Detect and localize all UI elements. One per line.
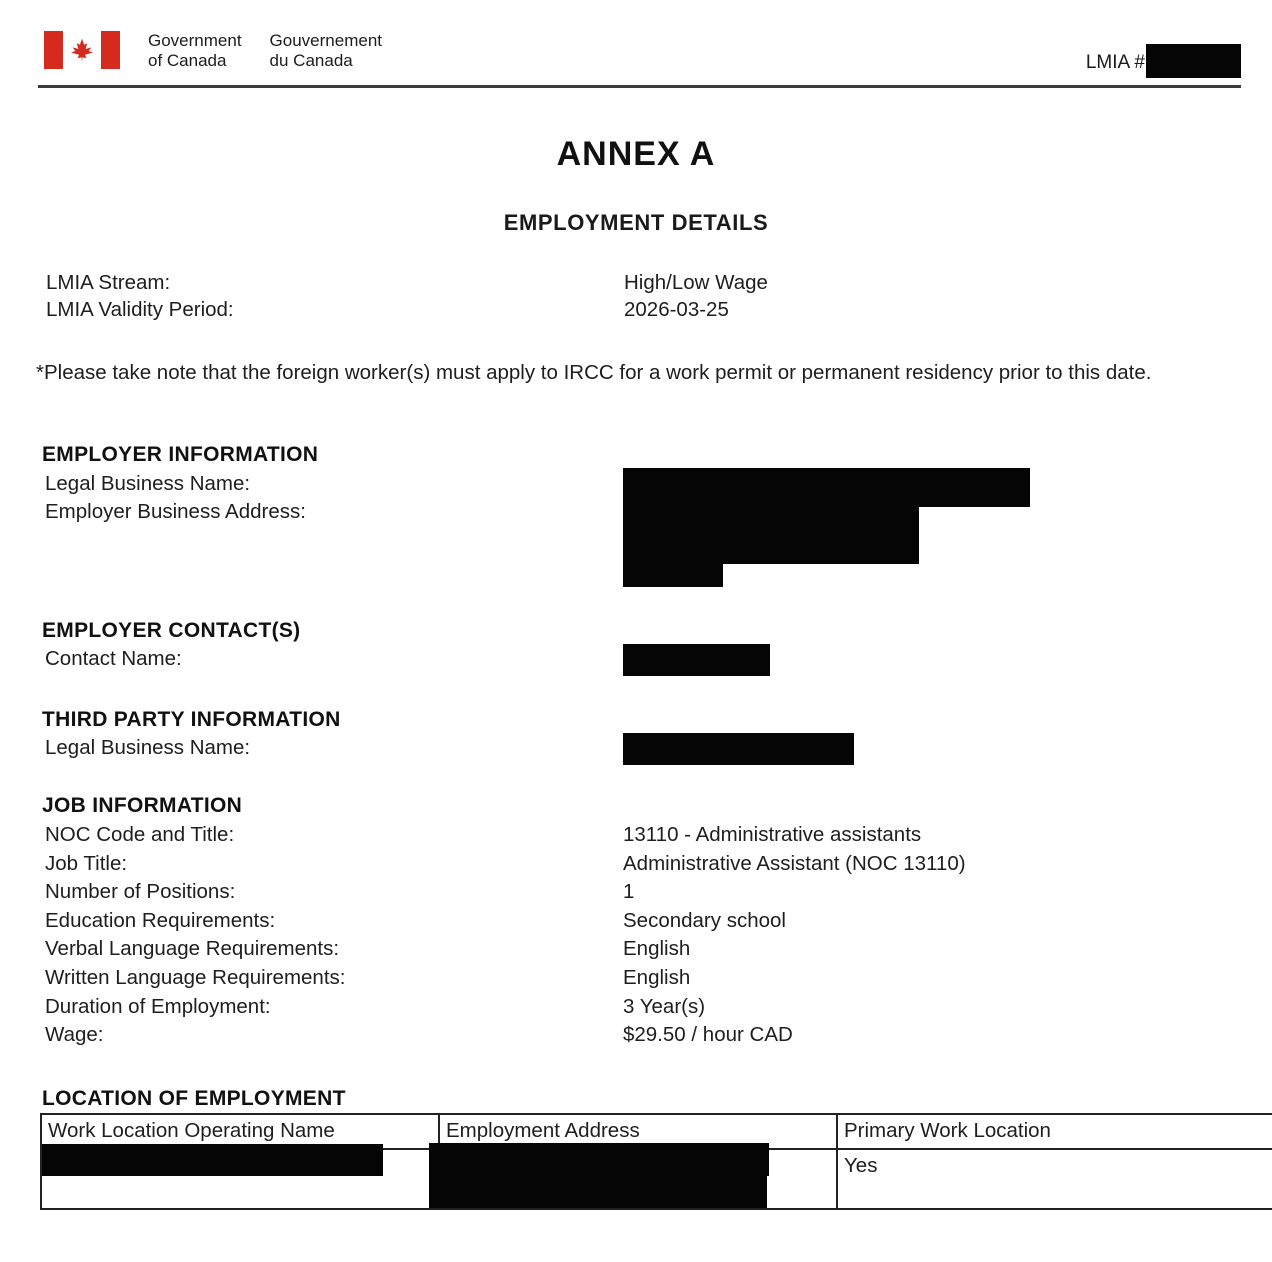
cell-primary-work-location: Yes xyxy=(837,1149,1272,1209)
irc-application-note: *Please take note that the foreign worker(s) must apply to IRCC for a work permit or permanent residency prior to this date. xyxy=(36,361,1152,384)
job-information-label: Verbal Language Requirements: xyxy=(45,937,340,961)
header-divider xyxy=(38,85,1241,88)
third-party-legal-business-name-row xyxy=(45,734,625,761)
job-information-row xyxy=(45,993,966,1022)
employer-business-address-redaction-line3 xyxy=(623,556,723,587)
third-party-legal-business-name-redaction xyxy=(623,733,854,765)
job-information-row xyxy=(45,964,966,993)
wordmark-english xyxy=(148,31,242,71)
job-information-label: Duration of Employment: xyxy=(45,994,271,1018)
page-title: ANNEX A xyxy=(556,135,716,173)
lmia-stream-label: LMIA Stream: xyxy=(46,271,171,294)
employer-business-address-row xyxy=(45,498,625,525)
cell-employment-address xyxy=(439,1149,837,1209)
lmia-number-redaction xyxy=(1146,44,1241,78)
job-information-value: $29.50 / hour CAD xyxy=(623,1023,793,1047)
lmia-number-label: LMIA # xyxy=(1085,51,1145,73)
location-table-header-employment-address: Employment Address xyxy=(439,1114,837,1149)
job-information-value: English xyxy=(623,937,691,961)
flag-band-left xyxy=(44,31,63,69)
contact-name-label: Contact Name: xyxy=(45,647,182,670)
job-information-label: Number of Positions: xyxy=(45,880,236,904)
job-information-label: Job Title: xyxy=(45,851,128,875)
cell-work-location-operating-name xyxy=(41,1149,439,1209)
job-information-rows xyxy=(45,821,966,1050)
job-information-value: Secondary school xyxy=(623,908,786,932)
employer-legal-business-name-label: Legal Business Name: xyxy=(45,472,251,495)
wordmark-en-line2: of Canada xyxy=(148,51,227,70)
location-table-body xyxy=(41,1114,1272,1209)
employer-legal-business-name-row xyxy=(45,470,625,497)
job-information-row xyxy=(45,1021,966,1050)
job-information-value: 1 xyxy=(623,880,635,904)
canadian-flag-icon xyxy=(44,31,120,69)
location-of-employment-heading: LOCATION OF EMPLOYMENT xyxy=(42,1087,346,1110)
page-header xyxy=(0,0,1272,92)
page-subtitle: EMPLOYMENT DETAILS xyxy=(503,210,769,235)
lmia-validity-period-row xyxy=(46,296,729,323)
job-information-value: English xyxy=(623,965,691,989)
job-information-heading: JOB INFORMATION xyxy=(42,794,243,817)
employer-information-redaction-group xyxy=(623,468,1043,588)
flag-band-right xyxy=(101,31,120,69)
job-information-label: Education Requirements: xyxy=(45,908,276,932)
third-party-legal-business-name-label: Legal Business Name: xyxy=(45,736,251,759)
contact-name-row xyxy=(45,645,625,672)
job-information-row xyxy=(45,907,966,936)
job-information-value: Administrative Assistant (NOC 13110) xyxy=(623,851,966,875)
job-information-label: NOC Code and Title: xyxy=(45,823,235,846)
job-information-row xyxy=(45,935,966,964)
employer-business-address-label: Employer Business Address: xyxy=(45,500,306,523)
job-information-row xyxy=(45,850,966,879)
wordmark-en-line1: Government xyxy=(148,31,242,50)
job-information-label: Wage: xyxy=(45,1023,104,1047)
job-information-value: 13110 - Administrative assistants xyxy=(623,823,922,846)
wordmark-text-block xyxy=(148,31,382,71)
government-of-canada-wordmark xyxy=(44,31,382,71)
job-information-row xyxy=(45,878,966,907)
wordmark-french xyxy=(270,31,382,71)
lmia-validity-period-label: LMIA Validity Period: xyxy=(46,298,234,321)
wordmark-fr-line1: Gouvernement xyxy=(269,31,382,50)
wordmark-fr-line2: du Canada xyxy=(269,51,353,70)
table-row xyxy=(41,1149,1272,1209)
location-table-header-work-location-name: Work Location Operating Name xyxy=(41,1114,439,1149)
lmia-number-field xyxy=(1086,47,1241,78)
location-table-header-primary-work-location: Primary Work Location xyxy=(837,1114,1272,1149)
lmia-stream-row xyxy=(46,269,768,296)
job-information-label: Written Language Requirements: xyxy=(45,965,346,989)
third-party-information-heading: THIRD PARTY INFORMATION xyxy=(42,708,341,731)
maple-leaf-icon xyxy=(69,37,95,63)
lmia-stream-value: High/Low Wage xyxy=(624,271,768,294)
location-of-employment-table xyxy=(40,1113,1272,1210)
employer-contacts-heading: EMPLOYER CONTACT(S) xyxy=(42,619,301,642)
location-table-header-row xyxy=(41,1114,1272,1149)
lmia-validity-period-value: 2026-03-25 xyxy=(624,298,729,321)
employer-information-heading: EMPLOYER INFORMATION xyxy=(42,443,319,466)
job-information-row xyxy=(45,821,966,850)
contact-name-redaction xyxy=(623,644,770,676)
job-information-value: 3 Year(s) xyxy=(623,994,706,1018)
